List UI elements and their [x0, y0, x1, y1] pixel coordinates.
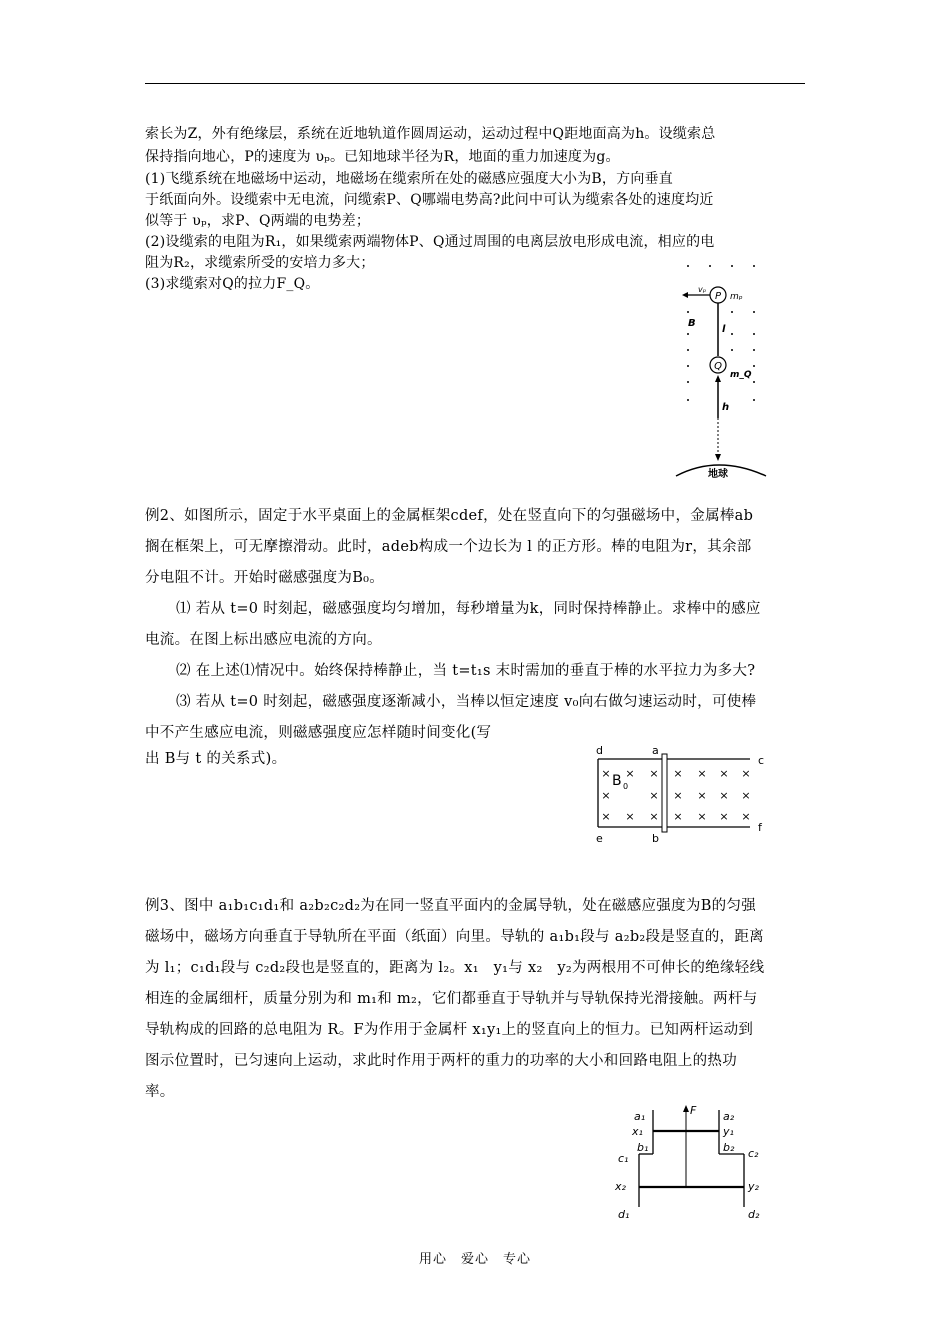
label-p: P: [714, 291, 722, 302]
height-arrowhead-up: [715, 375, 721, 382]
svg-text:×: ×: [697, 767, 707, 780]
text-line: 中不产生感应电流，则磁感强度应怎样随时间变化(写: [145, 725, 492, 741]
text-line: 搁在框架上，可无摩擦滑动。此时，adeb构成一个边长为 l 的正方形。棒的电阻为r，其余部: [145, 539, 752, 555]
text-line: 相连的金属细杆，质量分别为和 m₁和 m₂，它们都垂直于导轨并与导轨保持光滑接触。两杆与: [145, 991, 758, 1007]
label-d1: d₁: [618, 1208, 630, 1221]
label-f: f: [758, 821, 762, 834]
svg-text:×: ×: [741, 767, 751, 780]
label-b0: B: [612, 773, 622, 789]
label-x2: x₂: [615, 1180, 626, 1193]
text-line: ⑴ 若从 t=0 时刻起，磁感强度均匀增加，每秒增量为k，同时保持棒静止。求棒中的感应: [176, 601, 761, 617]
svg-text:×: ×: [601, 810, 611, 823]
text-line: 电流。在图上标出感应电流的方向。: [145, 632, 382, 648]
label-mp: mₚ: [730, 292, 743, 302]
svg-text:×: ×: [719, 810, 729, 823]
text-line: ⑵ 在上述⑴情况中。始终保持棒静止，当 t=t₁s 末时需加的垂直于棒的水平拉力为多大?: [176, 663, 756, 679]
label-d: d: [596, 744, 603, 757]
text-line: (1)飞缆系统在地磁场中运动，地磁场在缆索所在处的磁感应强度大小为B，方向垂直: [145, 171, 673, 187]
text-line: 图示位置时，已匀速向上运动，求此时作用于两杆的重力的功率的大小和回路电阻上的热功: [145, 1053, 737, 1069]
svg-text:×: ×: [649, 767, 659, 780]
text-line: 分电阻不计。开始时磁感强度为B₀。: [145, 570, 385, 586]
rails-figure: [610, 1104, 780, 1222]
svg-text:×: ×: [625, 810, 635, 823]
svg-text:×: ×: [697, 810, 707, 823]
svg-text:×: ×: [673, 810, 683, 823]
force-arrowhead: [683, 1105, 689, 1112]
svg-text:×: ×: [649, 789, 659, 802]
label-c2: c₂: [748, 1147, 759, 1160]
text-line: (3)求缆索对Q的拉力F_Q。: [145, 276, 320, 292]
label-h: h: [722, 402, 730, 413]
label-x1: x₁: [632, 1125, 643, 1138]
label-d2: d₂: [748, 1208, 760, 1221]
label-b: b: [652, 832, 659, 845]
label-a2: a₂: [723, 1110, 735, 1123]
text-line: 为 l₁；c₁d₁段与 c₂d₂段也是竖直的，距离为 l₂。x₁ y₁与 x₂ y₂为两根用不可伸长的绝缘轻线: [145, 960, 765, 976]
text-line: 保持指向地心，P的速度为 υₚ。已知地球半径为R，地面的重力加速度为g。: [145, 149, 620, 165]
text-line: 例3、图中 a₁b₁c₁d₁和 a₂b₂c₂d₂为在同一竖直平面内的金属导轨，处在磁感应强度为B的匀强: [145, 898, 757, 914]
metal-rod: [662, 754, 667, 832]
text-line: 索长为Z，外有绝缘层，系统在近地轨道作圆周运动，运动过程中Q距地面高为h。设缆索总: [145, 126, 716, 142]
svg-text:×: ×: [625, 767, 635, 780]
svg-text:×: ×: [601, 767, 611, 780]
header-rule: [145, 83, 805, 84]
velocity-arrowhead: [682, 292, 688, 298]
label-c1: c₁: [618, 1152, 629, 1165]
label-vp: vₚ: [698, 285, 707, 294]
page-footer: 用心 爱心 专心: [418, 1252, 531, 1267]
svg-text:×: ×: [719, 789, 729, 802]
label-b2: b₂: [723, 1141, 735, 1154]
label-l: l: [722, 324, 726, 335]
label-b1: b₁: [637, 1141, 649, 1154]
svg-text:×: ×: [601, 789, 611, 802]
svg-text:×: ×: [673, 789, 683, 802]
label-f: F: [690, 1104, 697, 1117]
svg-text:×: ×: [673, 767, 683, 780]
magnetic-field-crosses: [601, 767, 750, 823]
text-line: ⑶ 若从 t=0 时刻起，磁感强度逐渐减小，当棒以恒定速度 v₀向右做匀速运动时，可使棒: [176, 694, 757, 710]
svg-text:×: ×: [697, 789, 707, 802]
height-arrowhead-down: [715, 454, 721, 461]
label-y1: y₁: [723, 1125, 734, 1138]
text-line: 似等于 υₚ，求P、Q两端的电势差；: [145, 213, 371, 229]
label-a: a: [652, 744, 659, 757]
text-line: 磁场中，磁场方向垂直于导轨所在平面（纸面）向里。导轨的 a₁b₁段与 a₂b₂段是竖直的，距离: [145, 929, 764, 945]
svg-text:×: ×: [741, 789, 751, 802]
text-line: 于纸面向外。设缆索中无电流，问缆索P、Q哪端电势高?此问中可认为缆索各处的速度均近: [145, 192, 714, 208]
svg-text:×: ×: [719, 767, 729, 780]
text-line: 率。: [145, 1084, 175, 1100]
text-line: 阻为R₂，求缆索所受的安培力多大；: [145, 255, 375, 271]
label-q: Q: [714, 361, 722, 372]
label-e: e: [596, 832, 603, 845]
tether-figure: [670, 258, 780, 486]
label-b0-sub: 0: [623, 782, 629, 791]
svg-text:×: ×: [649, 810, 659, 823]
label-a1: a₁: [634, 1110, 646, 1123]
text-line: 例2、如图所示，固定于水平桌面上的金属框架cdef，处在竖直向下的匀强磁场中，金属棒ab: [145, 508, 754, 524]
text-line: 导轨构成的回路的总电阻为 R。F为作用于金属杆 x₁y₁上的竖直向上的恒力。已知两杆运动到: [145, 1022, 754, 1038]
label-mq: m_Q: [730, 370, 752, 380]
frame-figure: [590, 742, 780, 846]
label-c: c: [758, 754, 765, 767]
text-line: (2)设缆索的电阻为R₁，如果缆索两端物体P、Q通过周围的电离层放电形成电流，相应的电: [145, 234, 715, 250]
label-y2: y₂: [748, 1180, 759, 1193]
label-b: B: [688, 318, 696, 329]
svg-text:×: ×: [741, 810, 751, 823]
label-earth: 地球: [708, 469, 728, 480]
text-line: 出 B与 t 的关系式)。: [145, 751, 287, 767]
